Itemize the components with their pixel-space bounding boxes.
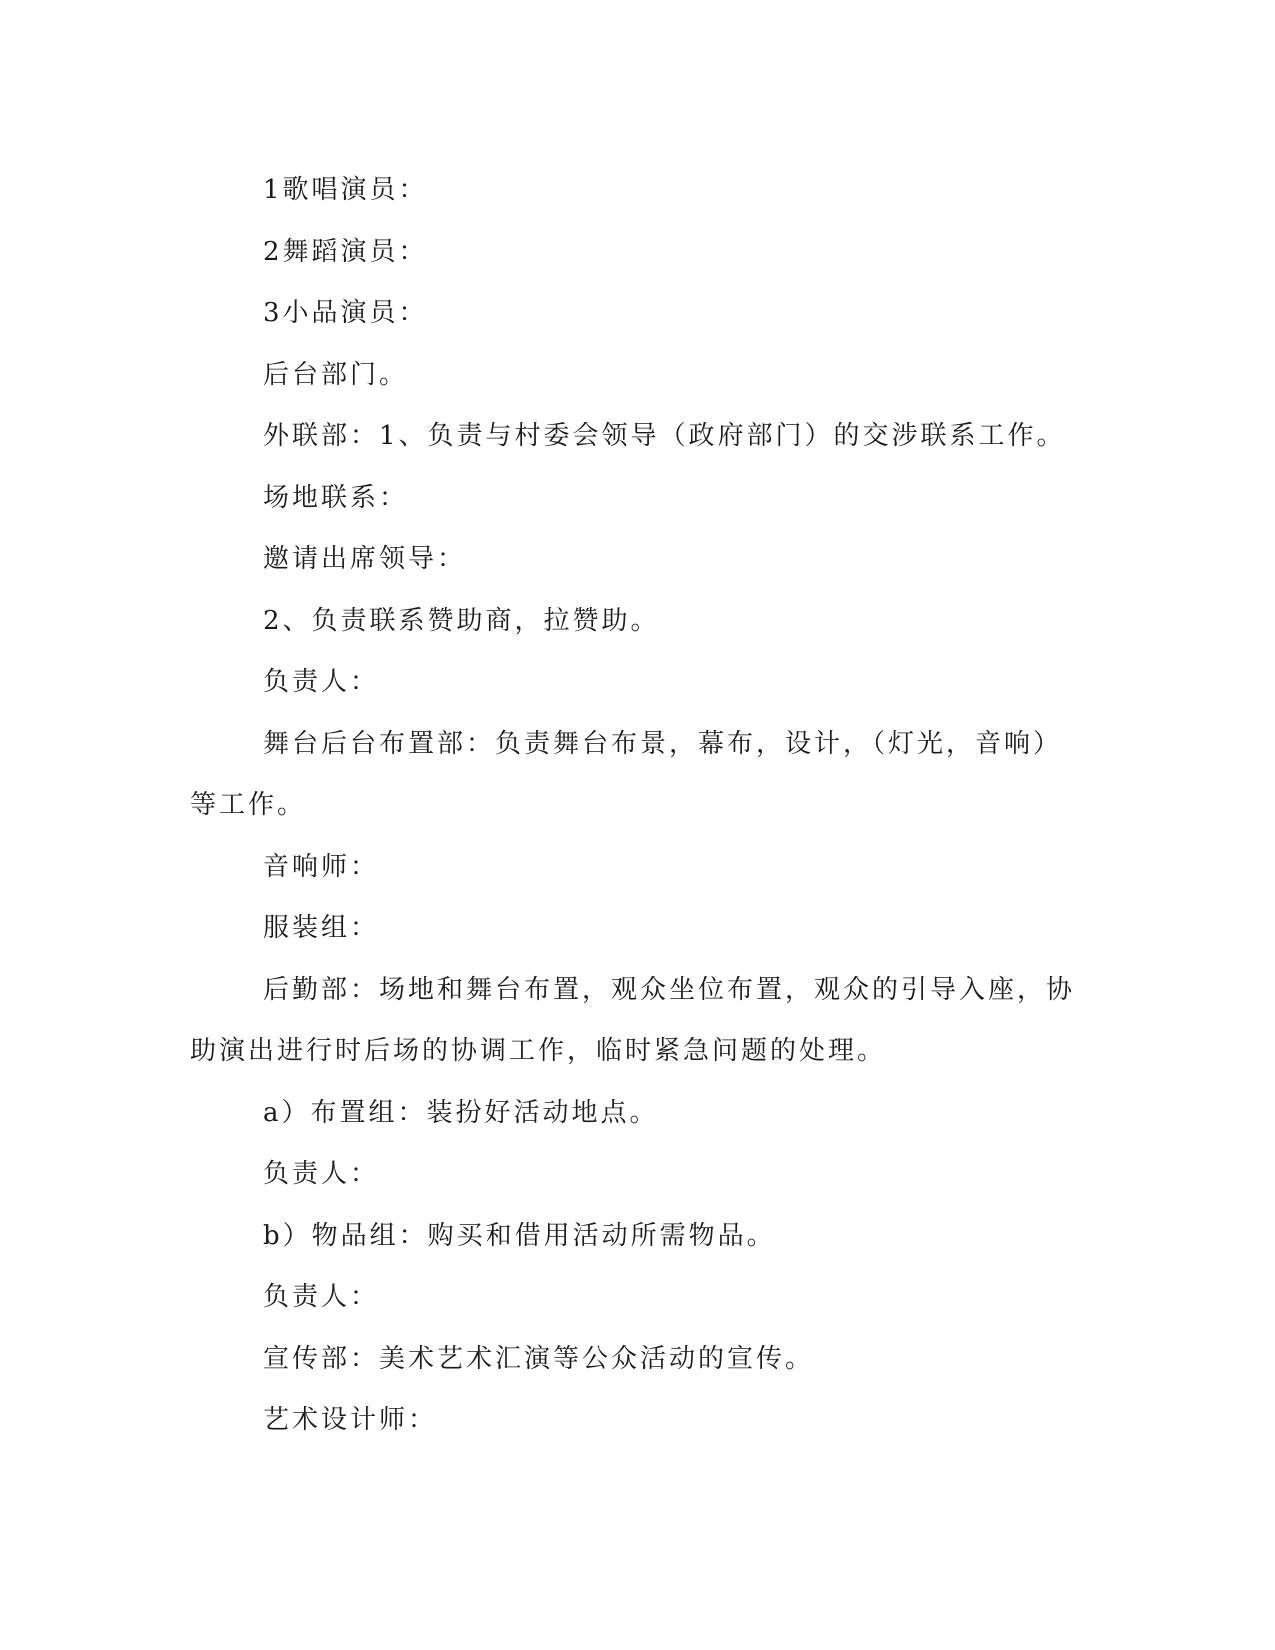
paragraph-costume-group: 服装组： <box>263 913 380 943</box>
paragraph-stage-setup-department: 舞台后台布置部：负责舞台布景，幕布，设计，（灯光，音响）等工作。 <box>190 728 1063 820</box>
paragraph-sponsors: 2、负责联系赞助商，拉赞助。 <box>263 605 660 636</box>
paragraph-venue-contact: 场地联系： <box>263 482 409 513</box>
paragraph-art-designer: 艺术设计师： <box>263 1405 438 1435</box>
paragraph-person-in-charge-3: 负责人： <box>263 1282 380 1312</box>
paragraph-publicity-department: 宣传部：美术艺术汇演等公众活动的宣传。 <box>263 1343 815 1374</box>
paragraph-invited-leaders: 邀请出席领导： <box>263 544 467 574</box>
paragraph-sketch-actors: 3小品演员： <box>263 298 428 328</box>
document-body <box>190 160 1090 1452</box>
paragraph-dancers: 2舞蹈演员： <box>263 236 428 267</box>
paragraph-person-in-charge-2: 负责人： <box>263 1159 380 1189</box>
paragraph-sound-engineer: 音响师： <box>263 851 380 882</box>
paragraph-singers: 1歌唱演员： <box>263 175 428 205</box>
paragraph-liaison-department: 外联部：1、负责与村委会领导（政府部门）的交涉联系工作。 <box>263 421 1066 451</box>
paragraph-backstage-departments: 后台部门。 <box>263 359 409 390</box>
paragraph-decoration-group: a）布置组：装扮好活动地点。 <box>263 1097 659 1128</box>
paragraph-person-in-charge-1: 负责人： <box>263 667 380 697</box>
paragraph-supplies-group: b）物品组：购买和借用活动所需物品。 <box>263 1220 776 1251</box>
paragraph-logistics-department: 后勤部：场地和舞台布置，观众坐位布置，观众的引导入座，协助演出进行时后场的协调工作，临时紧急问题的处理。 <box>190 974 1076 1066</box>
